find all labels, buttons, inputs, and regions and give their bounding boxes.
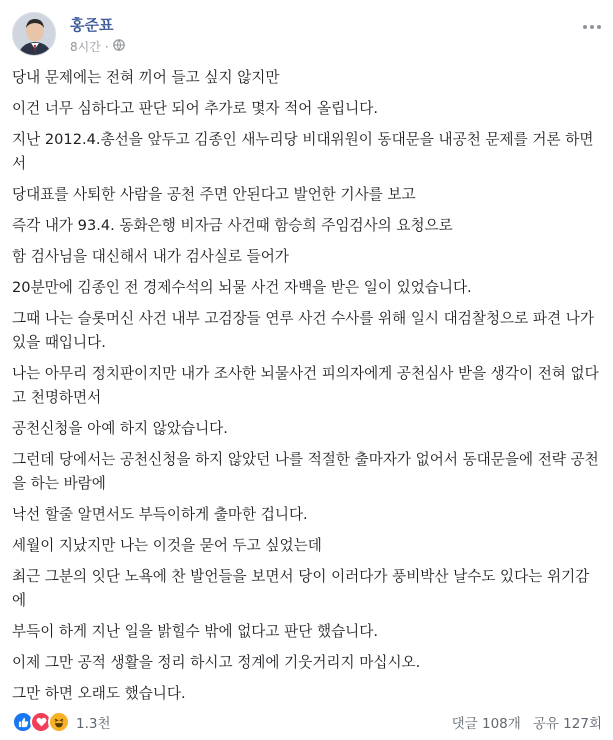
- more-options-icon[interactable]: [582, 14, 602, 35]
- comment-count[interactable]: 댓글 108개: [451, 716, 521, 732]
- post-paragraph: 즉각 내가 93.4. 동화은행 비자금 사건때 함승희 주임검사의 요청으로: [12, 217, 453, 234]
- share-count[interactable]: 공유 127회: [532, 716, 602, 732]
- author-name[interactable]: 홍준표: [70, 16, 114, 34]
- author-avatar[interactable]: [12, 12, 56, 56]
- post-paragraph: 이제 그만 공적 생활을 정리 하시고 정계에 기웃거리지 마십시오.: [12, 654, 421, 671]
- post-paragraph: 세월이 지났지만 나는 이것을 묻어 두고 싶었는데: [12, 537, 322, 554]
- post-paragraph: 그때 나는 슬롯머신 사건 내부 고검장들 연루 사건 수사를 위해 일시 대검찰청으로 파견 나가 있을 때입니다.: [12, 310, 594, 351]
- post-footer: [12, 709, 602, 735]
- author-avatar-image: [13, 13, 56, 56]
- globe-icon[interactable]: [113, 39, 125, 54]
- haha-icon: [48, 711, 70, 733]
- post-paragraph: 20분만에 김종인 전 경제수석의 뇌물 사건 자백을 받은 일이 있었습니다.: [12, 279, 472, 296]
- post-paragraph: 부득이 하게 지난 일을 밝힐수 밖에 없다고 판단 했습니다.: [12, 623, 378, 640]
- post-paragraph: 낙선 할줄 알면서도 부득이하게 출마한 겁니다.: [12, 506, 308, 523]
- reactions-summary[interactable]: [12, 711, 111, 733]
- post-paragraph: 지난 2012.4.총선을 앞두고 김종인 새누리당 비대위원이 동대문을 내공천 문제를 거론 하면서: [12, 131, 594, 172]
- post-header: [12, 12, 602, 58]
- post-paragraph: 공천신청을 아예 하지 않았습니다.: [12, 420, 228, 437]
- post-paragraph: 당대표를 사퇴한 사람을 공천 주면 안된다고 발언한 기사를 보고: [12, 186, 416, 203]
- post-content: [12, 66, 602, 713]
- post-meta: [70, 38, 125, 55]
- meta-separator: ·: [104, 39, 109, 54]
- post-paragraph: 그런데 당에서는 공천신청을 하지 않았던 나를 적절한 출마자가 없어서 동대문을에 전략 공천을 하는 바람에: [12, 451, 599, 492]
- engagement-stats: [452, 712, 602, 732]
- reaction-count[interactable]: 1.3천: [76, 716, 111, 732]
- post-paragraph: 함 검사님을 대신해서 내가 검사실로 들어가: [12, 248, 289, 265]
- post-paragraph: 당내 문제에는 전혀 끼어 들고 싶지 않지만: [12, 69, 280, 86]
- post-paragraph: 이건 너무 심하다고 판단 되어 추가로 몇자 적어 올립니다.: [12, 100, 378, 117]
- post-paragraph: 그만 하면 오래도 했습니다.: [12, 685, 186, 702]
- post-paragraph: 최근 그분의 잇단 노욕에 찬 발언들을 보면서 당이 이러다가 풍비박산 날수도 있다는 위기감에: [12, 568, 590, 609]
- post-time[interactable]: 8시간: [70, 40, 101, 54]
- post-paragraph: 나는 아무리 정치판이지만 내가 조사한 뇌물사건 피의자에게 공천심사 받을 생각이 전혀 없다고 천명하면서: [12, 365, 599, 406]
